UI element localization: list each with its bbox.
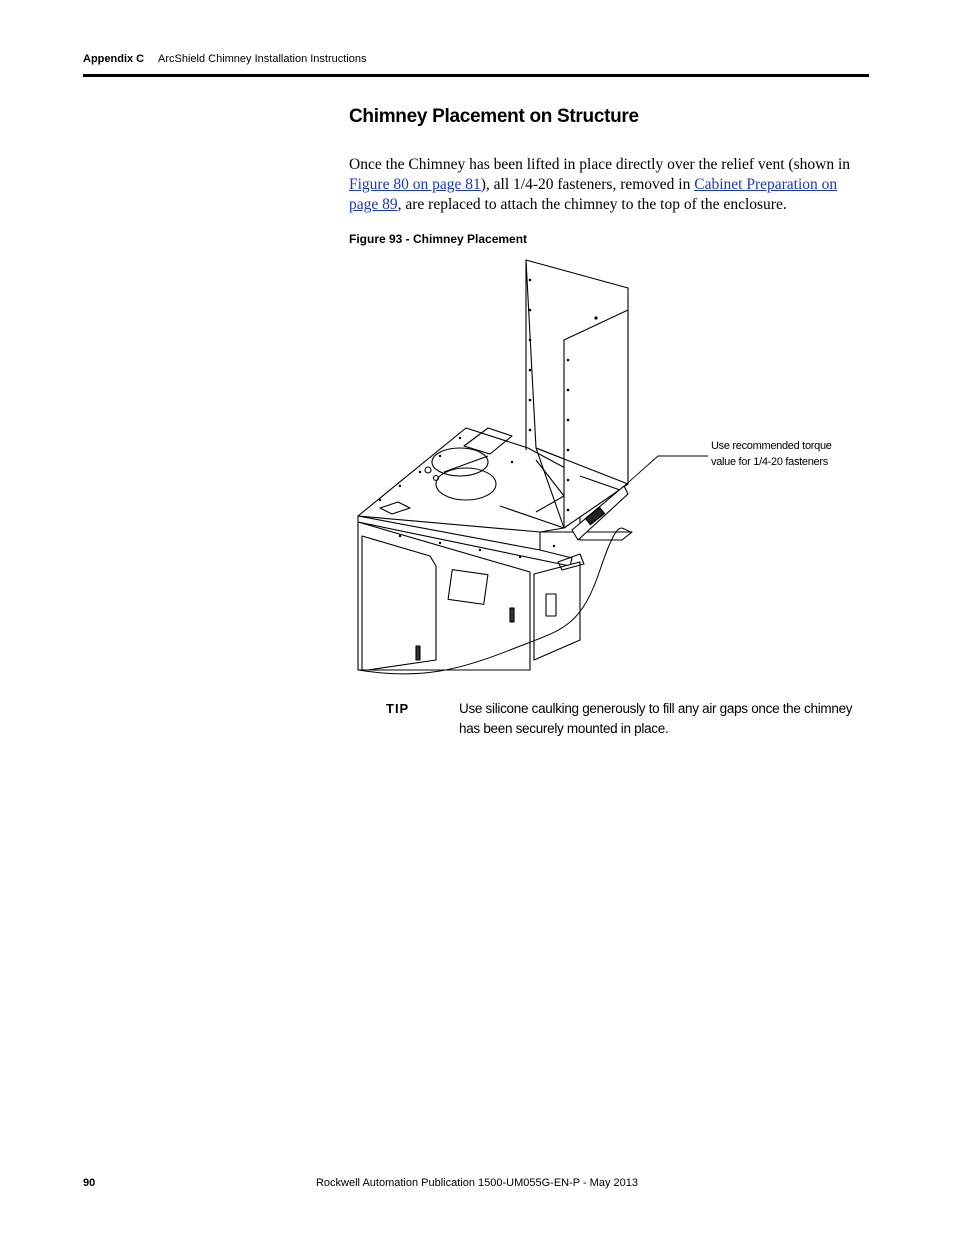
section-title: Chimney Placement on Structure xyxy=(349,106,639,127)
torque-callout xyxy=(711,438,841,470)
footer-publication: Rockwell Automation Publication 1500-UM055G-EN-P - May 2013 xyxy=(315,1177,638,1189)
tip-text: Use silicone caulking generously to fill any air gaps once the chimney has been securely mounted in place. xyxy=(459,701,853,736)
body-text-2: ), all 1/4-20 fasteners, removed in xyxy=(480,176,695,193)
body-text-3: , are replaced to attach the chimney to the top of the enclosure. xyxy=(397,196,787,213)
page-number: 90 xyxy=(83,1177,96,1189)
tip-label: TIP xyxy=(386,701,410,716)
callout-line-1: Use recommended torque xyxy=(711,440,832,452)
door-handle-left xyxy=(416,646,420,660)
header-rule xyxy=(83,74,869,77)
chimney-placement-drawing xyxy=(340,250,870,690)
enclosure-front-right xyxy=(534,562,580,660)
header-appendix: Appendix C xyxy=(83,53,145,65)
callout-leader xyxy=(622,456,708,488)
figure-80-link[interactable]: Figure 80 on page 81 xyxy=(349,176,481,193)
door-handle-right xyxy=(510,608,514,622)
body-paragraph xyxy=(349,155,869,215)
body-text-1: Once the Chimney has been lifted in place directly over the relief vent (shown in xyxy=(349,156,850,173)
figure-caption: Figure 93 - Chimney Placement xyxy=(349,232,528,246)
cabinet-preparation-link[interactable]: Cabinet Preparation on page 89 xyxy=(349,176,838,213)
callout-line-2: value for 1/4-20 fasteners xyxy=(711,456,828,468)
header-title: ArcShield Chimney Installation Instructions xyxy=(158,53,367,65)
